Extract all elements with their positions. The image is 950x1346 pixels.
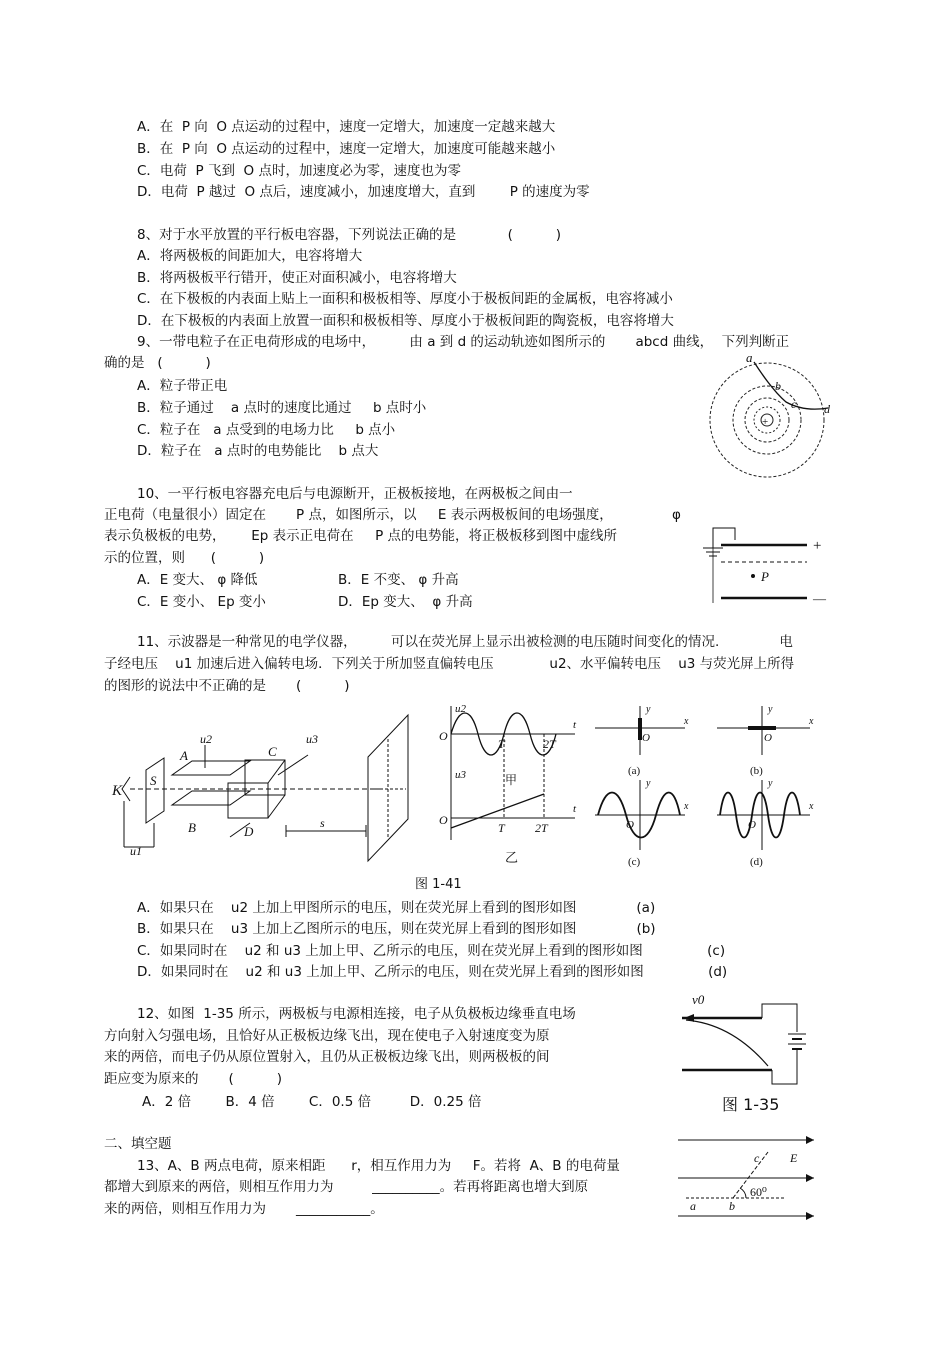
q10-option-c: C．E 变小、 Ep 变小 [137,594,266,610]
q9-option-d: D．粒子在 a 点时的电势能比 b 点大 [137,443,379,459]
q11-b-x: x [809,716,814,727]
q13-line2: 都增大到原来的两倍，则相互作用力为 __________。若再将距离也增大到原 [104,1179,589,1195]
q11-waveform-graphs [435,700,585,865]
q11-label-d: D [244,824,254,839]
q12-line4: 距应变为原来的 ( ) [104,1071,282,1087]
q11-label-s: S [150,773,157,788]
q11-label-s-dist: s [320,816,325,830]
q13-point-a: a [690,1199,696,1213]
q11-graph2-tick-t: T [498,821,505,835]
q11-graph2-u3: u3 [455,769,466,781]
q9-point-a: a [746,350,753,365]
q10-phi: φ [672,507,681,523]
q11-oscilloscope-diagram [110,705,430,865]
q13-line3: 来的两倍，则相互作用力为 ___________。 [104,1201,384,1217]
q8-option-c: C．在下极板的内表面上贴上一面积和极板相等、厚度小于极板间距的金属板，电容将减小 [137,291,673,307]
q11-b-o: O [764,732,772,744]
q13-point-b: b [729,1199,735,1213]
q11-graph1-tick-t: T [498,737,505,751]
q11-label-k: K [112,783,123,799]
q11-option-a: A．如果只在 u2 上加上甲图所示的电压，则在荧光屏上看到的图形如图 (a) [137,900,656,916]
q11-a-o: O [642,732,650,744]
q11-graph1-tick-2t: 2T [543,737,556,751]
q11-label-c-pattern: (c) [628,856,641,868]
q13-angle-label: 60⁰ [750,1185,767,1199]
q11-graph2-o: O [439,813,448,827]
q11-c-x: x [684,801,689,812]
q9-charge-plus: + [762,416,769,428]
q11-label-d-pattern: (d) [750,856,763,868]
q7-option-c: C．电荷 P 飞到 O 点时，加速度必为零，速度也为零 [137,163,461,179]
q13-field-diagram [676,1130,821,1225]
q8-option-d: D．在下极板的内表面上放置一面积和极板相等、厚度小于极板间距的陶瓷板，电容将增大 [137,313,674,329]
q11-c-y: y [646,778,651,789]
q11-graph1-u2: u2 [455,703,466,715]
q11-label-b: B [188,820,196,835]
q10-point-p: P [761,569,769,584]
q10-option-d: D．Ep 变大、 φ 升高 [338,594,473,610]
q10-minus-sign: — [813,591,826,606]
q10-option-b: B．E 不变、 φ 升高 [338,572,459,588]
q12-options: A．2 倍 B．4 倍 C．0.5 倍 D．0.25 倍 [142,1094,482,1110]
q10-option-a: A．E 变大、 φ 降低 [137,572,258,588]
q7-option-d: D．电荷 P 越过 O 点后，速度减小，加速度增大，直到 P 的速度为零 [137,184,590,200]
q11-line1: 11、示波器是一种常见的电学仪器， 可以在荧光屏上显示出被检测的电压随时间变化的情况. 电 [137,634,793,650]
q12-line1: 12、如图 1-35 所示，两极板与电源相连接，电子从负极板边缘垂直电场 [137,1006,576,1022]
q12-figure-caption: 图 1-35 [722,1095,780,1114]
q11-d-o: O [748,819,756,831]
q11-label-u2: u2 [200,732,212,746]
q7-option-b: B．在 P 向 O 点运动的过程中，速度一定增大，加速度可能越来越小 [137,141,556,157]
q10-line4: 示的位置，则 ( ) [104,550,265,566]
q11-label-a-pattern: (a) [628,765,641,777]
q10-line1: 10、一平行板电容器充电后与电源断开，正极板接地，在两极板之间由一 [137,486,573,502]
q12-deflection-diagram [672,992,822,1092]
q11-graph1-t: t [573,719,577,731]
q12-line3: 来的两倍，而电子仍从原位置射入，且仍从正极板边缘飞出，则两极板的间 [104,1049,550,1065]
q11-label-c: C [268,744,277,759]
q11-label-yi: 乙 [505,850,519,865]
q11-a-x: x [684,716,689,727]
q10-line2: 正电荷（电量很小）固定在 P 点，如图所示，以 E 表示两极板间的电场强度， [104,507,613,523]
q13-line1: 13、A、B 两点电荷，原来相距 r，相互作用力为 F。若将 A、B 的电荷量 [137,1158,620,1174]
q11-line2: 子经电压 u1 加速后进入偏转电场．下列关于所加竖直偏转电压 u2、水平偏转电压 u3 与荧光屏上所得 [104,656,795,672]
q10-capacitor-diagram [695,518,835,610]
q11-line3: 的图形的说法中不正确的是 ( ) [104,678,350,694]
q9-option-a: A．粒子带正电 [137,378,228,394]
q13-field-e: E [790,1151,798,1165]
q11-label-a: A [180,748,188,763]
q11-option-d: D．如果同时在 u2 和 u3 上加上甲、乙所示的电压，则在荧光屏上看到的图形如图 (d) [137,964,728,980]
q12-line2: 方向射入匀强电场，且恰好从正极板边缘飞出，现在使电子入射速度变为原 [104,1028,550,1044]
q11-graph2-t: t [573,803,577,815]
q7-option-a: A．在 P 向 O 点运动的过程中，速度一定增大，加速度一定越来越大 [137,119,556,135]
q10-plus-sign: + [813,538,822,554]
q11-option-b: B．如果只在 u3 上加上乙图所示的电压，则在荧光屏上看到的图形如图 (b) [137,921,656,937]
q9-field-diagram [700,350,840,485]
q11-b-y: y [768,704,773,715]
q9-point-c: c [791,397,797,411]
q12-v0-label: v0 [692,992,705,1007]
q11-label-u1: u1 [130,844,142,858]
q8-stem: 8、对于水平放置的平行板电容器，下列说法正确的是 ( ) [137,227,562,243]
q11-d-y: y [768,778,773,789]
q11-d-x: x [809,801,814,812]
q9-stem-line1: 9、一带电粒子在正电荷形成的电场中， 由 a 到 d 的运动轨迹如图所示的 abcd 曲线， 下列判断正 [137,334,790,350]
q8-option-b: B．将两极板平行错开，使正对面积减小，电容将增大 [137,270,457,286]
q9-point-b: b [775,379,781,393]
q11-label-jia: 甲 [505,773,518,787]
q9-stem-line2: 确的是 ( ) [104,355,211,371]
section-title-fill-in: 二、填空题 [104,1136,172,1152]
q11-screen-patterns-ab [590,700,830,780]
q11-a-y: y [646,704,651,715]
q11-figure-caption: 图 1-41 [415,877,462,892]
q11-label-b-pattern: (b) [750,765,763,777]
q9-option-c: C．粒子在 a 点受到的电场力比 b 点小 [137,422,396,438]
q9-option-b: B．粒子通过 a 点时的速度比通过 b 点时小 [137,400,427,416]
q11-c-o: O [626,819,634,831]
q11-screen-patterns-cd [590,775,830,870]
q13-point-c: c [754,1151,760,1165]
q11-graph1-o: O [439,729,448,743]
q11-label-u3: u3 [306,732,318,746]
q9-point-d: d [824,402,830,416]
q11-option-c: C．如果同时在 u2 和 u3 上加上甲、乙所示的电压，则在荧光屏上看到的图形如图 (c) [137,943,726,959]
q10-line3: 表示负极板的电势， Ep 表示正电荷在 P 点的电势能，将正极板移到图中虚线所 [104,528,618,544]
q8-option-a: A．将两极板的间距加大，电容将增大 [137,248,363,264]
q11-graph2-tick-2t: 2T [535,821,548,835]
